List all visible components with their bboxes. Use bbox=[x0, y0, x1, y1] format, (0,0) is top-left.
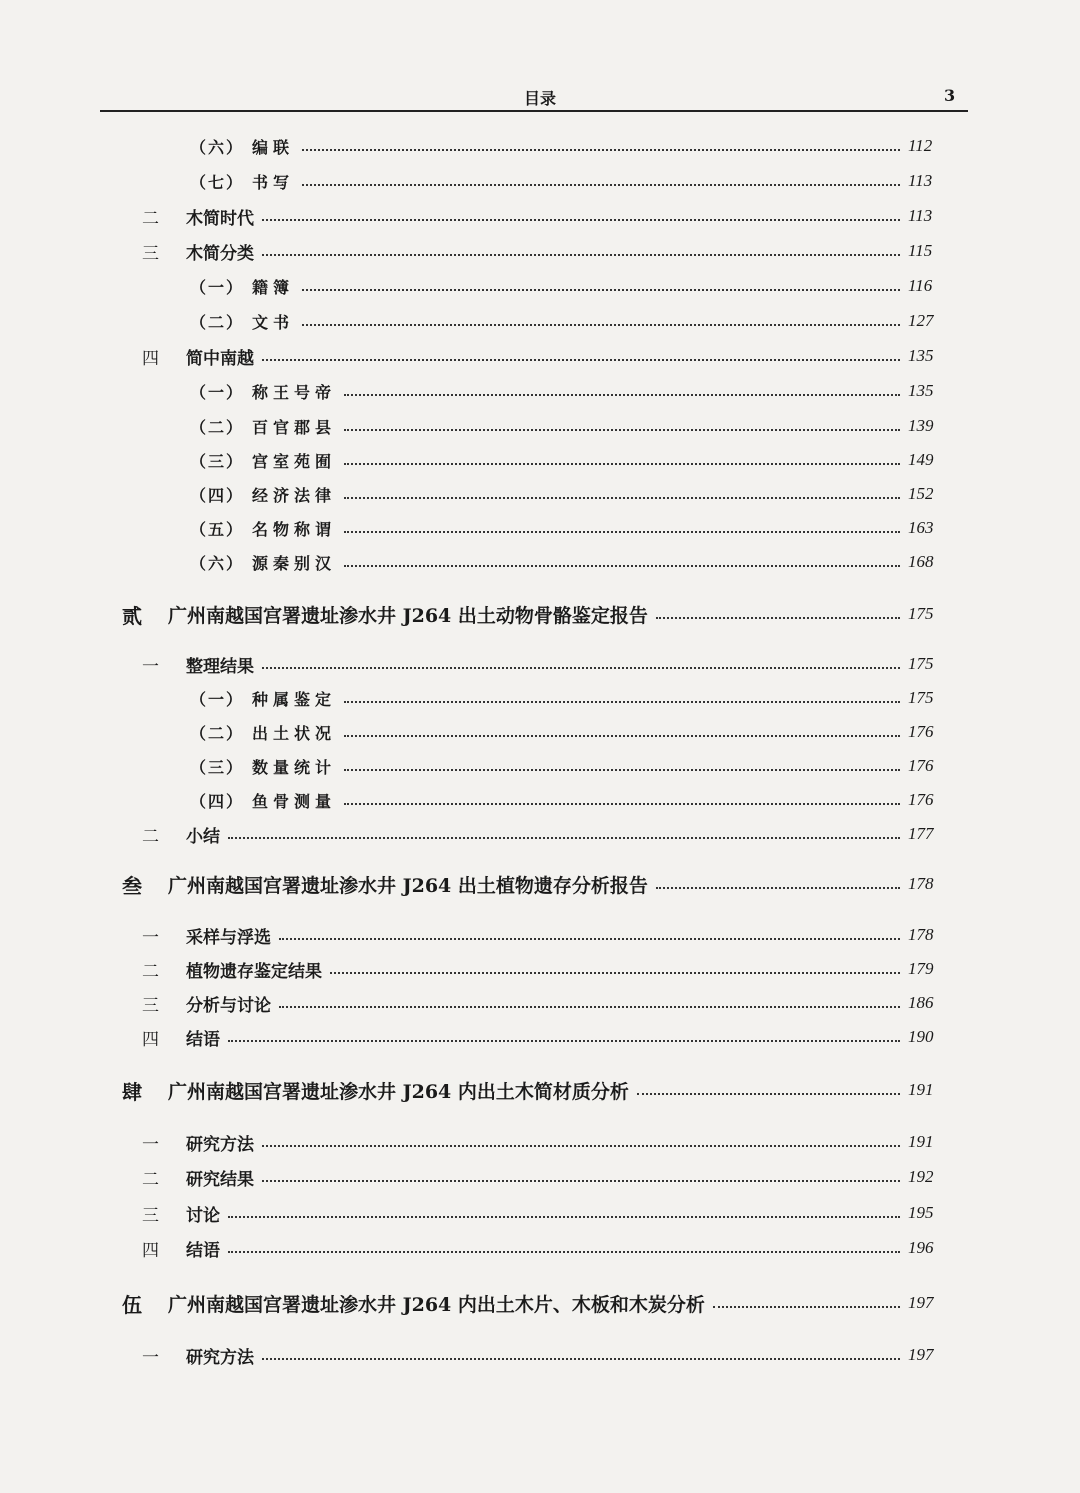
toc-entry bbox=[0, 411, 1080, 441]
dot-leader bbox=[262, 1358, 900, 1360]
toc-entry bbox=[0, 1198, 1080, 1228]
dot-leader bbox=[344, 394, 900, 396]
toc-entry bbox=[0, 869, 1080, 899]
toc-entry-index: 三 bbox=[142, 995, 159, 1016]
toc-entry bbox=[0, 1162, 1080, 1192]
toc-entry-index: 一 bbox=[142, 1347, 159, 1368]
dot-leader bbox=[344, 497, 900, 499]
toc-entry-page: 176 bbox=[908, 722, 934, 741]
toc-entry-page: 196 bbox=[908, 1238, 934, 1257]
toc-entry-title: 结语 bbox=[186, 1240, 220, 1261]
dot-leader bbox=[330, 972, 900, 974]
toc-entry bbox=[0, 785, 1080, 815]
header-page-number: 3 bbox=[944, 86, 956, 105]
toc-entry-title: 研究方法 bbox=[186, 1347, 254, 1368]
dot-leader bbox=[302, 324, 900, 326]
dot-leader bbox=[262, 667, 900, 669]
toc-entry-page: 197 bbox=[908, 1293, 934, 1312]
dot-leader bbox=[262, 359, 900, 361]
toc-entry bbox=[0, 201, 1080, 231]
toc-entry-page: 190 bbox=[908, 1027, 934, 1046]
dot-leader bbox=[279, 1006, 900, 1008]
toc-entry-index: 四 bbox=[142, 1029, 159, 1050]
toc-entry-page: 191 bbox=[908, 1132, 934, 1151]
toc-entry-page: 113 bbox=[908, 206, 933, 225]
toc-entry-page: 178 bbox=[908, 874, 934, 893]
toc-entry-title: 讨论 bbox=[186, 1205, 220, 1226]
toc-entry-title: 名物称谓 bbox=[252, 519, 337, 539]
dot-leader bbox=[344, 735, 900, 737]
toc-entry bbox=[0, 954, 1080, 984]
toc-entry-index: 一 bbox=[142, 927, 159, 948]
toc-entry-page: 116 bbox=[908, 276, 933, 295]
dot-leader bbox=[656, 887, 900, 889]
toc-entry bbox=[0, 513, 1080, 543]
toc-entry bbox=[0, 271, 1080, 301]
dot-leader bbox=[262, 254, 900, 256]
toc-entry-page: 152 bbox=[908, 484, 934, 503]
toc-entry-title: 称王号帝 bbox=[252, 382, 337, 402]
toc-entry-title: 出土状况 bbox=[252, 723, 337, 743]
toc-entry-title: 文书 bbox=[252, 312, 295, 332]
dot-leader bbox=[656, 617, 900, 619]
toc-entry-title: 数量统计 bbox=[252, 757, 337, 777]
header-rule bbox=[100, 110, 968, 112]
toc-entry-page: 135 bbox=[908, 381, 934, 400]
toc-entry-index: 二 bbox=[142, 1169, 159, 1190]
toc-entry-page: 191 bbox=[908, 1080, 934, 1099]
toc-entry-index: （一） bbox=[190, 382, 245, 402]
toc-entry-page: 195 bbox=[908, 1203, 934, 1222]
toc-entry bbox=[0, 1127, 1080, 1157]
toc-entry-page: 127 bbox=[908, 311, 934, 330]
toc-entry-page: 112 bbox=[908, 136, 933, 155]
dot-leader bbox=[344, 429, 900, 431]
toc-entry bbox=[0, 131, 1080, 161]
toc-entry bbox=[0, 166, 1080, 196]
dot-leader bbox=[228, 1040, 900, 1042]
toc-entry-title: 整理结果 bbox=[186, 656, 254, 677]
toc-entry bbox=[0, 306, 1080, 336]
toc-entry-title: 研究方法 bbox=[186, 1134, 254, 1155]
dot-leader bbox=[302, 184, 900, 186]
toc-entry-title: 广州南越国宫署遗址渗水井 J264 内出土木简材质分析 bbox=[168, 1080, 629, 1103]
running-header bbox=[0, 0, 1080, 120]
toc-entry-page: 113 bbox=[908, 171, 933, 190]
toc-entry-page: 175 bbox=[908, 654, 934, 673]
toc-entry bbox=[0, 819, 1080, 849]
toc-entry bbox=[0, 1288, 1080, 1318]
toc-entry bbox=[0, 1022, 1080, 1052]
toc-entry-page: 179 bbox=[908, 959, 934, 978]
toc-entry-index: （二） bbox=[190, 312, 245, 332]
toc-entry-title: 广州南越国宫署遗址渗水井 J264 出土植物遗存分析报告 bbox=[168, 874, 648, 897]
toc-entry-index: 四 bbox=[142, 348, 159, 369]
toc-entry-index: （三） bbox=[190, 757, 245, 777]
toc-entry-index: 四 bbox=[142, 1240, 159, 1261]
toc-entry-page: 139 bbox=[908, 416, 934, 435]
toc-entry bbox=[0, 547, 1080, 577]
toc-entry bbox=[0, 479, 1080, 509]
dot-leader bbox=[228, 1251, 900, 1253]
toc-entry-title: 经济法律 bbox=[252, 485, 337, 505]
toc-entry-index: （六） bbox=[190, 137, 245, 157]
toc-entry-index: 叁 bbox=[122, 873, 142, 898]
toc-entry-title: 采样与浮选 bbox=[186, 927, 271, 948]
toc-entry bbox=[0, 1075, 1080, 1105]
toc-entry-index: 伍 bbox=[122, 1292, 142, 1317]
toc-entry-index: （六） bbox=[190, 553, 245, 573]
toc-entry-index: 一 bbox=[142, 1134, 159, 1155]
toc-entry-index: 贰 bbox=[122, 603, 142, 628]
toc-entry-index: 肆 bbox=[122, 1079, 142, 1104]
toc-entry-title: 广州南越国宫署遗址渗水井 J264 内出土木片、木板和木炭分析 bbox=[168, 1293, 705, 1316]
dot-leader bbox=[344, 565, 900, 567]
toc-entry bbox=[0, 376, 1080, 406]
dot-leader bbox=[279, 938, 900, 940]
toc-entry-page: 192 bbox=[908, 1167, 934, 1186]
dot-leader bbox=[262, 1180, 900, 1182]
toc-entry bbox=[0, 236, 1080, 266]
toc-entry-title: 植物遗存鉴定结果 bbox=[186, 961, 322, 982]
toc-entry-index: （四） bbox=[190, 485, 245, 505]
toc-entry-page: 186 bbox=[908, 993, 934, 1012]
toc-entry-page: 177 bbox=[908, 824, 934, 843]
toc-entry-title: 广州南越国宫署遗址渗水井 J264 出土动物骨骼鉴定报告 bbox=[168, 604, 648, 627]
toc-entry-page: 175 bbox=[908, 604, 934, 623]
toc-entry bbox=[0, 988, 1080, 1018]
toc-entry-index: （一） bbox=[190, 689, 245, 709]
toc-entry-title: 木简时代 bbox=[186, 208, 254, 229]
toc-entry-index: （七） bbox=[190, 172, 245, 192]
dot-leader bbox=[637, 1093, 900, 1095]
toc-entry-title: 分析与讨论 bbox=[186, 995, 271, 1016]
toc-entry bbox=[0, 920, 1080, 950]
dot-leader bbox=[228, 837, 900, 839]
toc-entry-page: 149 bbox=[908, 450, 934, 469]
toc-entry-title: 结语 bbox=[186, 1029, 220, 1050]
dot-leader bbox=[344, 803, 900, 805]
toc-entry-index: （一） bbox=[190, 277, 245, 297]
toc-entry-title: 木简分类 bbox=[186, 243, 254, 264]
toc-entry-page: 175 bbox=[908, 688, 934, 707]
toc-entry-title: 简中南越 bbox=[186, 348, 254, 369]
dot-leader bbox=[228, 1216, 900, 1218]
toc-entry-page: 115 bbox=[908, 241, 933, 260]
dot-leader bbox=[344, 463, 900, 465]
toc-entry-page: 135 bbox=[908, 346, 934, 365]
toc-entry-title: 宫室苑囿 bbox=[252, 451, 337, 471]
toc-entry-page: 176 bbox=[908, 756, 934, 775]
toc-entry-title: 小结 bbox=[186, 826, 220, 847]
toc-entry-index: 二 bbox=[142, 961, 159, 982]
toc-entry-index: 二 bbox=[142, 826, 159, 847]
dot-leader bbox=[262, 219, 900, 221]
dot-leader bbox=[344, 531, 900, 533]
dot-leader bbox=[713, 1306, 900, 1308]
toc-entry-index: （二） bbox=[190, 417, 245, 437]
toc-entry bbox=[0, 717, 1080, 747]
toc-entry bbox=[0, 1340, 1080, 1370]
toc-entry-title: 种属鉴定 bbox=[252, 689, 337, 709]
toc-entry-page: 197 bbox=[908, 1345, 934, 1364]
toc-entry bbox=[0, 599, 1080, 629]
dot-leader bbox=[302, 289, 900, 291]
toc-entry-index: 一 bbox=[142, 656, 159, 677]
toc-entry-index: 三 bbox=[142, 1205, 159, 1226]
toc-entry-index: （四） bbox=[190, 791, 245, 811]
toc-entry-title: 研究结果 bbox=[186, 1169, 254, 1190]
toc-entry-title: 书写 bbox=[252, 172, 295, 192]
toc-entry-page: 176 bbox=[908, 790, 934, 809]
dot-leader bbox=[344, 701, 900, 703]
toc-entry-title: 源秦别汉 bbox=[252, 553, 337, 573]
toc-entry-index: 二 bbox=[142, 208, 159, 229]
dot-leader bbox=[262, 1145, 900, 1147]
toc-entry bbox=[0, 649, 1080, 679]
toc-entry-index: （二） bbox=[190, 723, 245, 743]
toc-entry-page: 178 bbox=[908, 925, 934, 944]
toc-entry-title: 编联 bbox=[252, 137, 295, 157]
toc-entry-title: 鱼骨测量 bbox=[252, 791, 337, 811]
header-title: 目录 bbox=[523, 89, 556, 108]
toc-entry-index: （五） bbox=[190, 519, 245, 539]
toc-entry bbox=[0, 445, 1080, 475]
toc-entry bbox=[0, 683, 1080, 713]
toc-entry-page: 163 bbox=[908, 518, 934, 537]
toc-entry-title: 籍簿 bbox=[252, 277, 295, 297]
dot-leader bbox=[344, 769, 900, 771]
toc-entry bbox=[0, 1233, 1080, 1263]
dot-leader bbox=[302, 149, 900, 151]
toc-entry-title: 百官郡县 bbox=[252, 417, 337, 437]
toc-entry bbox=[0, 751, 1080, 781]
toc-entry-index: 三 bbox=[142, 243, 159, 264]
toc-entry-page: 168 bbox=[908, 552, 934, 571]
toc-entry bbox=[0, 341, 1080, 371]
toc-entry-index: （三） bbox=[190, 451, 245, 471]
